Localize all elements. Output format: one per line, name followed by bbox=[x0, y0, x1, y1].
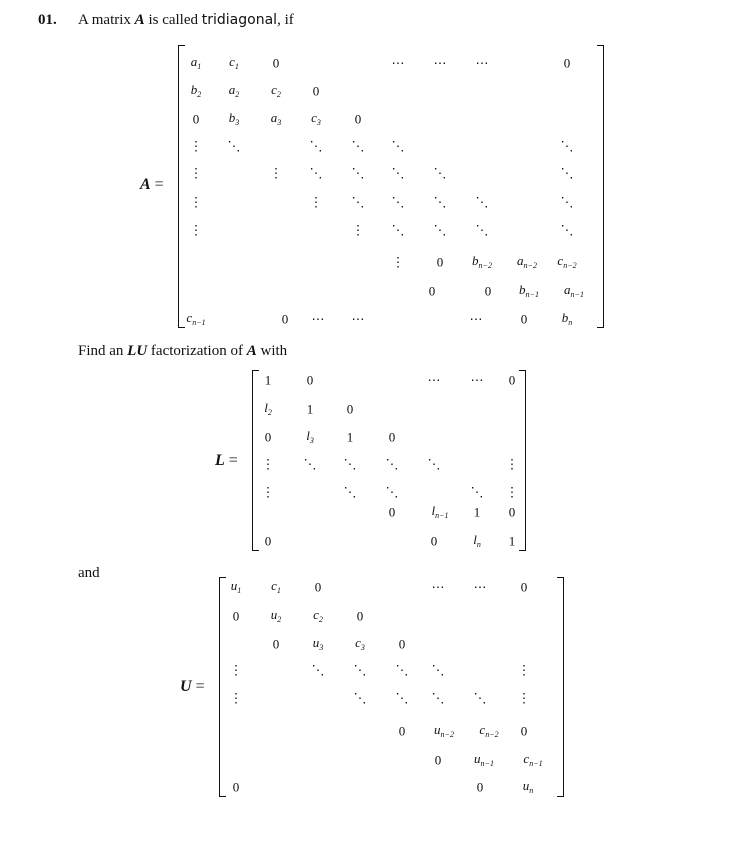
zero-entry: 0 bbox=[306, 372, 314, 388]
zero-entry: 0 bbox=[484, 283, 492, 299]
diagonal-ellipsis: ⋱ bbox=[351, 194, 365, 210]
matrix-entry-l: $l_{n-1}$ bbox=[431, 503, 449, 520]
zero-entry: 0 bbox=[434, 752, 442, 768]
matrix-entry-c: $c_{n-2}$ bbox=[479, 722, 499, 739]
matrix-entry-b: $b_{n-2}$ bbox=[472, 253, 492, 270]
diagonal-ellipsis: ⋱ bbox=[303, 456, 317, 472]
diagonal-ellipsis: ⋱ bbox=[385, 484, 399, 500]
horizontal-ellipsis: ⋯ bbox=[475, 55, 489, 71]
vertical-ellipsis: ⋮ bbox=[517, 662, 531, 678]
intro-text: A matrix bbox=[78, 12, 131, 28]
matrix-entry-u: $u_{n-2}$ bbox=[434, 722, 454, 739]
diagonal-ellipsis: ⋱ bbox=[351, 138, 365, 154]
matrix-entry-u: $u_{n-1}$ bbox=[474, 751, 494, 768]
matrix-A-right-bracket bbox=[597, 45, 604, 328]
horizontal-ellipsis: ⋯ bbox=[470, 372, 484, 388]
matrix-entry-c: $c_{n-2}$ bbox=[557, 253, 577, 270]
matrix-U-label: U bbox=[180, 678, 192, 695]
zero-entry: 0 bbox=[436, 254, 444, 270]
diagonal-ellipsis: ⋱ bbox=[560, 138, 574, 154]
diagonal-ellipsis: ⋱ bbox=[427, 456, 441, 472]
vertical-ellipsis: ⋮ bbox=[189, 222, 203, 238]
diagonal-ellipsis: ⋱ bbox=[475, 194, 489, 210]
matrix-A-equals: = bbox=[154, 176, 164, 193]
diagonal-ellipsis: ⋱ bbox=[309, 138, 323, 154]
matrix-entry-l: $l_2$ bbox=[264, 400, 272, 417]
find-matrix-symbol: A bbox=[246, 343, 257, 359]
matrix-L-equals: = bbox=[228, 452, 238, 469]
diagonal-ellipsis: ⋱ bbox=[560, 165, 574, 181]
matrix-entry-c: $c_1$ bbox=[271, 578, 281, 595]
one-entry: 1 bbox=[473, 504, 481, 520]
zero-entry: 0 bbox=[388, 504, 396, 520]
horizontal-ellipsis: ⋯ bbox=[469, 311, 483, 327]
zero-entry: 0 bbox=[428, 283, 436, 299]
matrix-entry-c: $c_3$ bbox=[311, 110, 321, 127]
matrix-entry-b: $b_3$ bbox=[228, 110, 240, 127]
and-text: and bbox=[78, 565, 100, 581]
zero-entry: 0 bbox=[354, 111, 362, 127]
zero-entry: 0 bbox=[312, 83, 320, 99]
diagonal-ellipsis: ⋱ bbox=[351, 165, 365, 181]
diagonal-ellipsis: ⋱ bbox=[470, 484, 484, 500]
zero-entry: 0 bbox=[232, 779, 240, 795]
matrix-L-lhs bbox=[215, 452, 238, 470]
matrix-entry-b: $b_n$ bbox=[561, 310, 573, 327]
zero-entry: 0 bbox=[346, 401, 354, 417]
zero-entry: 0 bbox=[508, 372, 516, 388]
vertical-ellipsis: ⋮ bbox=[351, 222, 365, 238]
matrix-A-label: A bbox=[140, 176, 151, 193]
matrix-entry-a: $a_2$ bbox=[228, 82, 240, 99]
find-post-text: with bbox=[260, 343, 288, 359]
diagonal-ellipsis: ⋱ bbox=[431, 662, 445, 678]
matrix-L-right-bracket bbox=[519, 370, 526, 551]
find-pre-text: Find an bbox=[78, 343, 124, 359]
matrix-entry-c: $c_2$ bbox=[313, 607, 323, 624]
diagonal-ellipsis: ⋱ bbox=[560, 194, 574, 210]
vertical-ellipsis: ⋮ bbox=[189, 194, 203, 210]
problem-statement bbox=[78, 12, 294, 29]
one-entry: 1 bbox=[508, 533, 516, 549]
zero-entry: 0 bbox=[232, 608, 240, 624]
one-entry: 1 bbox=[306, 401, 314, 417]
vertical-ellipsis: ⋮ bbox=[269, 165, 283, 181]
vertical-ellipsis: ⋮ bbox=[309, 194, 323, 210]
matrix-U-right-bracket bbox=[557, 577, 564, 797]
zero-entry: 0 bbox=[272, 636, 280, 652]
zero-entry: 0 bbox=[192, 111, 200, 127]
matrix-symbol-A: A bbox=[134, 12, 145, 28]
zero-entry: 0 bbox=[520, 723, 528, 739]
term-tridiagonal: tridiagonal bbox=[201, 12, 278, 28]
one-entry: 1 bbox=[264, 372, 272, 388]
horizontal-ellipsis: ⋯ bbox=[391, 55, 405, 71]
zero-entry: 0 bbox=[563, 55, 571, 71]
intro-rest-text: is called bbox=[148, 12, 199, 28]
zero-entry: 0 bbox=[264, 429, 272, 445]
matrix-entry-c: $c_2$ bbox=[271, 82, 281, 99]
matrix-U-lhs bbox=[180, 678, 205, 696]
zero-entry: 0 bbox=[430, 533, 438, 549]
diagonal-ellipsis: ⋱ bbox=[227, 138, 241, 154]
diagonal-ellipsis: ⋱ bbox=[391, 194, 405, 210]
diagonal-ellipsis: ⋱ bbox=[309, 165, 323, 181]
matrix-U-left-bracket bbox=[219, 577, 226, 797]
matrix-entry-c: $c_1$ bbox=[229, 54, 239, 71]
matrix-entry-a: $a_3$ bbox=[270, 110, 282, 127]
matrix-A-left-bracket bbox=[178, 45, 185, 328]
matrix-entry-b: $b_2$ bbox=[190, 82, 202, 99]
diagonal-ellipsis: ⋱ bbox=[560, 222, 574, 238]
diagonal-ellipsis: ⋱ bbox=[473, 690, 487, 706]
diagonal-ellipsis: ⋱ bbox=[433, 165, 447, 181]
zero-entry: 0 bbox=[314, 579, 322, 595]
matrix-L-label: L bbox=[215, 452, 225, 469]
vertical-ellipsis: ⋮ bbox=[505, 456, 519, 472]
diagonal-ellipsis: ⋱ bbox=[343, 456, 357, 472]
vertical-ellipsis: ⋮ bbox=[189, 165, 203, 181]
zero-entry: 0 bbox=[388, 429, 396, 445]
matrix-entry-c: $c_3$ bbox=[355, 635, 365, 652]
zero-entry: 0 bbox=[520, 579, 528, 595]
zero-entry: 0 bbox=[476, 779, 484, 795]
matrix-entry-l: $l_n$ bbox=[473, 532, 481, 549]
zero-entry: 0 bbox=[398, 723, 406, 739]
zero-entry: 0 bbox=[398, 636, 406, 652]
zero-entry: 0 bbox=[508, 504, 516, 520]
matrix-entry-u: $u_2$ bbox=[270, 607, 282, 624]
vertical-ellipsis: ⋮ bbox=[229, 690, 243, 706]
diagonal-ellipsis: ⋱ bbox=[385, 456, 399, 472]
matrix-entry-l: $l_3$ bbox=[306, 428, 314, 445]
horizontal-ellipsis: ⋯ bbox=[431, 579, 445, 595]
horizontal-ellipsis: ⋯ bbox=[351, 311, 365, 327]
vertical-ellipsis: ⋮ bbox=[391, 254, 405, 270]
horizontal-ellipsis: ⋯ bbox=[473, 579, 487, 595]
diagonal-ellipsis: ⋱ bbox=[391, 165, 405, 181]
problem-number: 01. bbox=[38, 12, 57, 28]
zero-entry: 0 bbox=[520, 311, 528, 327]
diagonal-ellipsis: ⋱ bbox=[433, 194, 447, 210]
matrix-entry-u: $u_3$ bbox=[312, 635, 324, 652]
zero-entry: 0 bbox=[272, 55, 280, 71]
diagonal-ellipsis: ⋱ bbox=[311, 662, 325, 678]
zero-entry: 0 bbox=[356, 608, 364, 624]
matrix-entry-u: $u_n$ bbox=[522, 778, 534, 795]
vertical-ellipsis: ⋮ bbox=[505, 484, 519, 500]
horizontal-ellipsis: ⋯ bbox=[433, 55, 447, 71]
vertical-ellipsis: ⋮ bbox=[189, 138, 203, 154]
matrix-entry-b: $b_{n-1}$ bbox=[519, 282, 539, 299]
matrix-A-lhs bbox=[140, 176, 164, 194]
matrix-entry-a: $a_1$ bbox=[190, 54, 202, 71]
zero-entry: 0 bbox=[264, 533, 272, 549]
matrix-entry-c: $c_{n-1}$ bbox=[186, 310, 206, 327]
diagonal-ellipsis: ⋱ bbox=[353, 662, 367, 678]
lu-symbol: LU bbox=[127, 343, 148, 359]
matrix-U-equals: = bbox=[195, 678, 205, 695]
diagonal-ellipsis: ⋱ bbox=[353, 690, 367, 706]
diagonal-ellipsis: ⋱ bbox=[433, 222, 447, 238]
horizontal-ellipsis: ⋯ bbox=[427, 372, 441, 388]
diagonal-ellipsis: ⋱ bbox=[475, 222, 489, 238]
vertical-ellipsis: ⋮ bbox=[261, 484, 275, 500]
diagonal-ellipsis: ⋱ bbox=[391, 138, 405, 154]
diagonal-ellipsis: ⋱ bbox=[395, 690, 409, 706]
find-mid-text: factorization of bbox=[150, 343, 243, 359]
horizontal-ellipsis: ⋯ bbox=[311, 311, 325, 327]
matrix-entry-a: $a_{n-2}$ bbox=[517, 253, 537, 270]
vertical-ellipsis: ⋮ bbox=[517, 690, 531, 706]
matrix-entry-a: $a_{n-1}$ bbox=[564, 282, 584, 299]
zero-entry: 0 bbox=[281, 311, 289, 327]
vertical-ellipsis: ⋮ bbox=[261, 456, 275, 472]
diagonal-ellipsis: ⋱ bbox=[343, 484, 357, 500]
vertical-ellipsis: ⋮ bbox=[229, 662, 243, 678]
diagonal-ellipsis: ⋱ bbox=[431, 690, 445, 706]
diagonal-ellipsis: ⋱ bbox=[391, 222, 405, 238]
diagonal-ellipsis: ⋱ bbox=[395, 662, 409, 678]
find-statement bbox=[78, 343, 287, 360]
matrix-entry-u: $u_1$ bbox=[230, 578, 242, 595]
matrix-L-left-bracket bbox=[252, 370, 259, 551]
matrix-entry-c: $c_{n-1}$ bbox=[523, 751, 543, 768]
intro-end-text: , if bbox=[277, 12, 294, 28]
one-entry: 1 bbox=[346, 429, 354, 445]
